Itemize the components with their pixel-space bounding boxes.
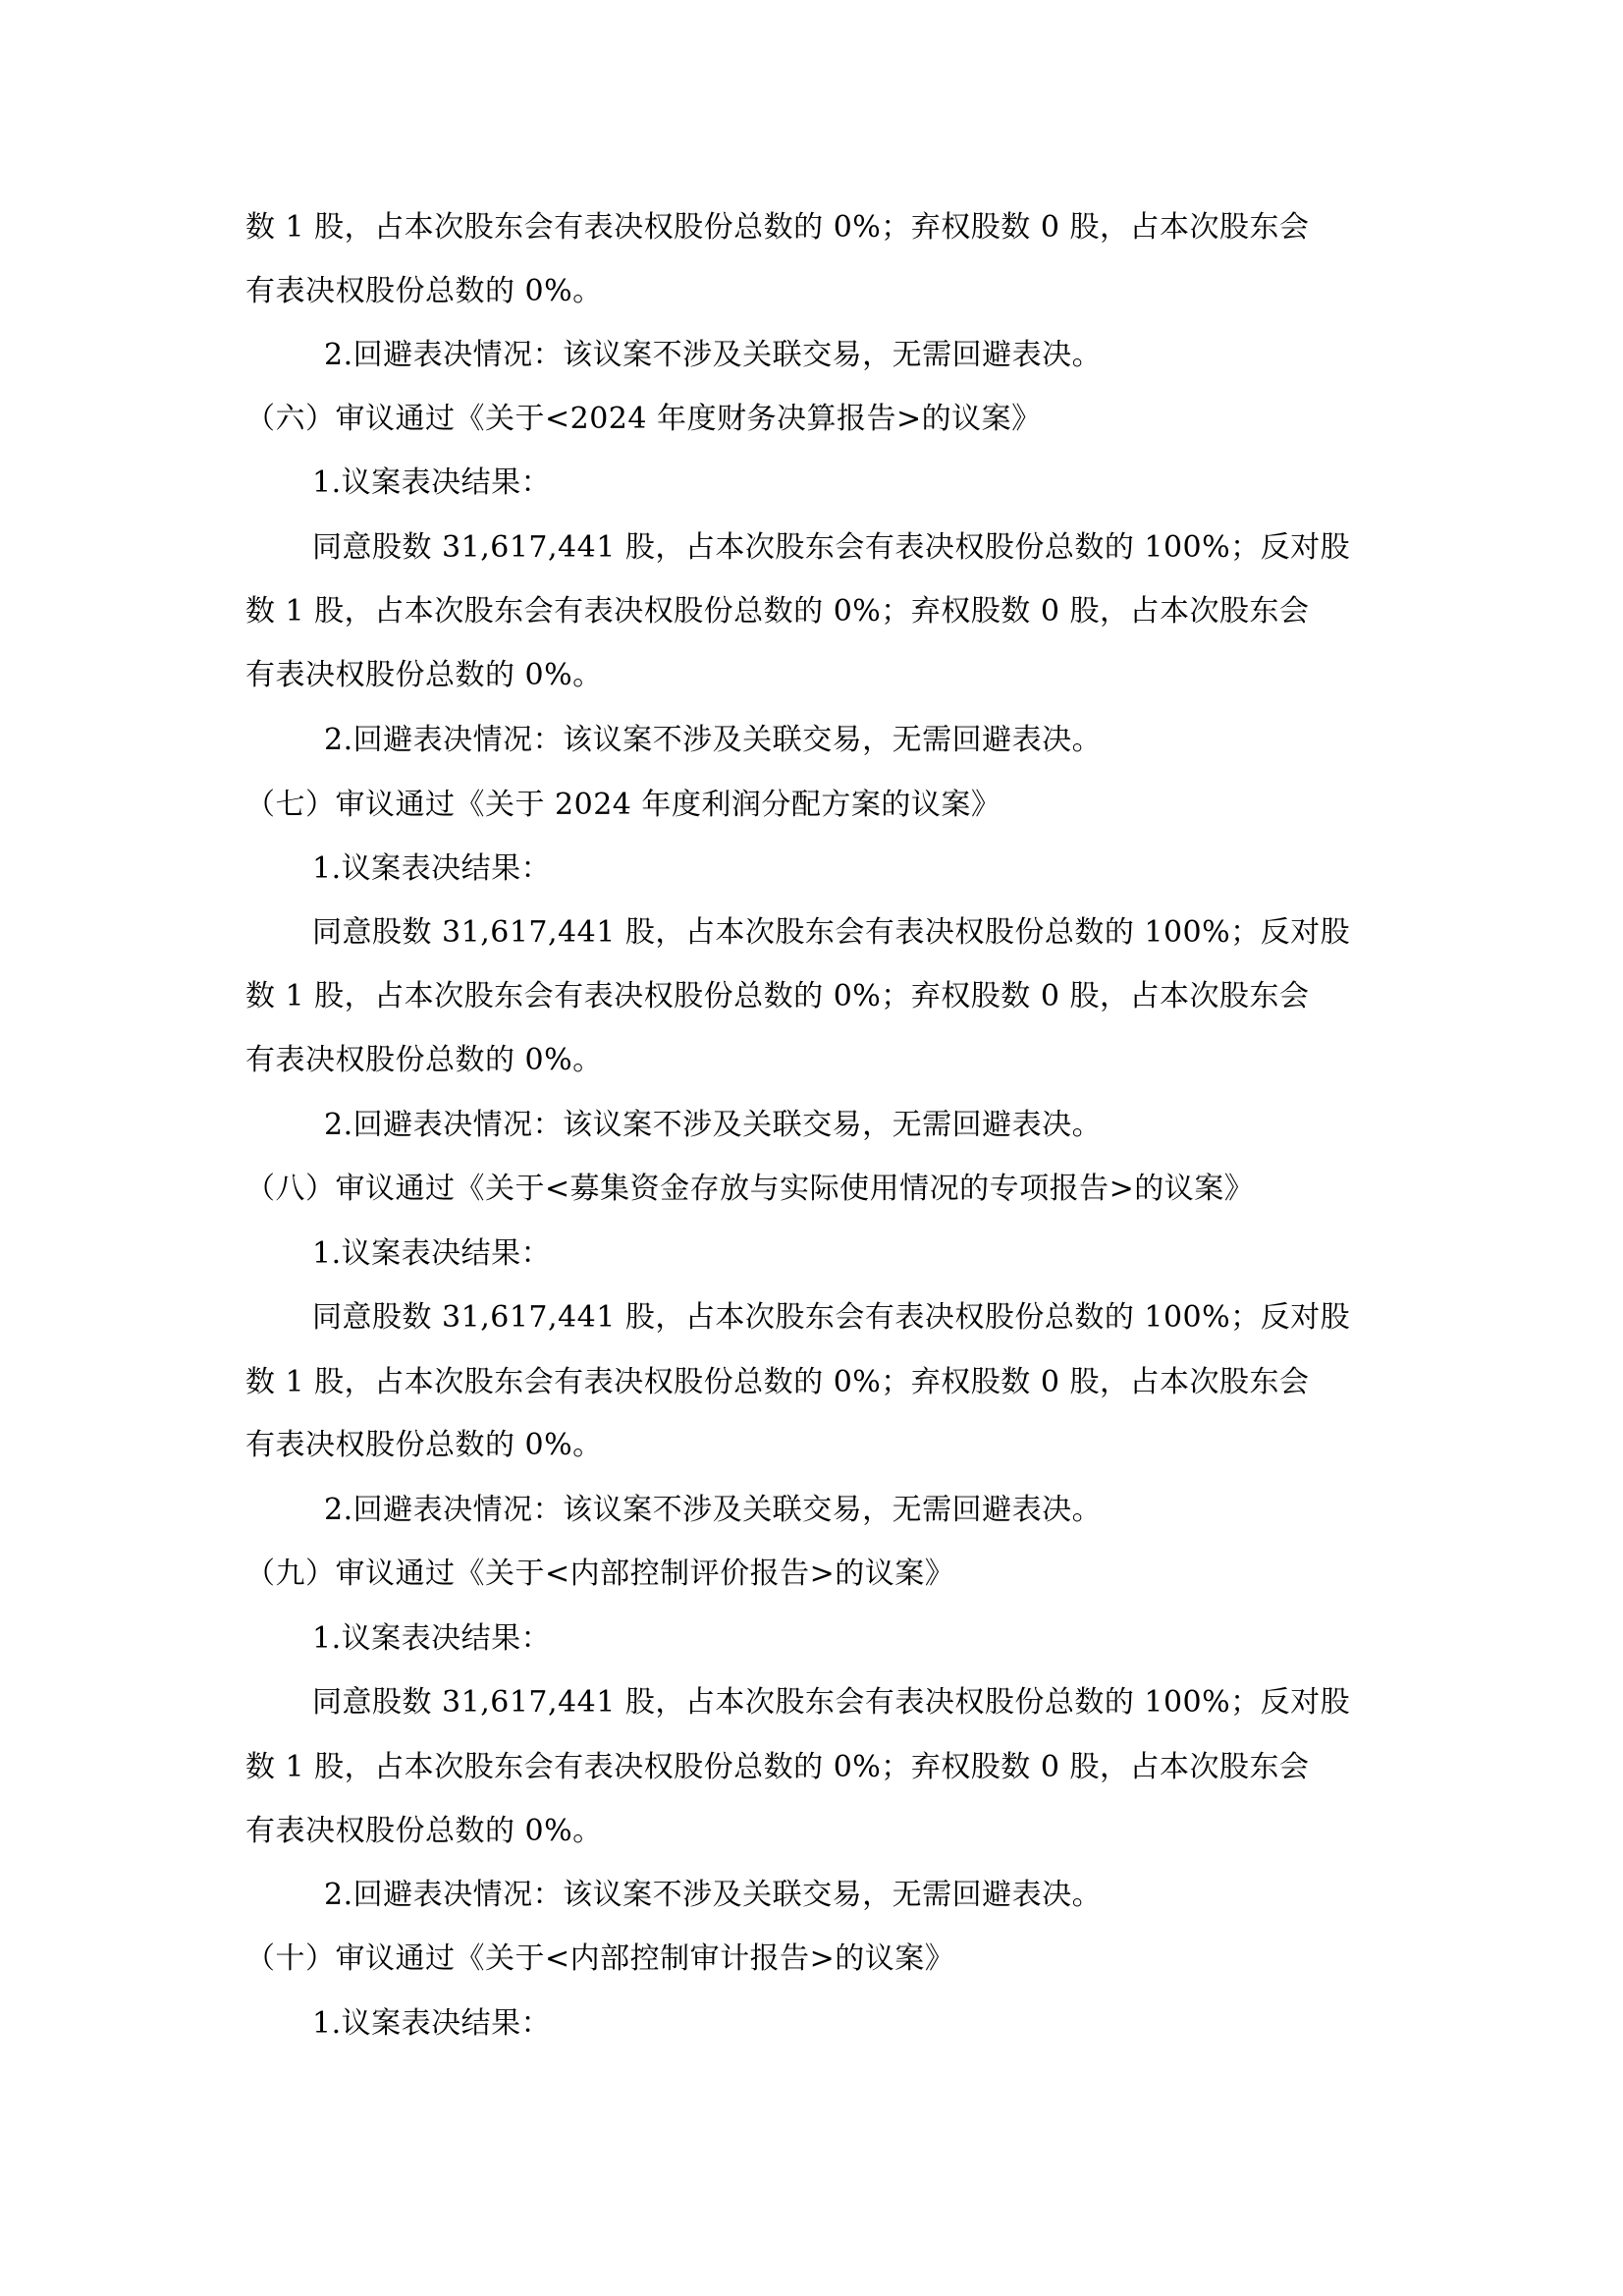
vote-result-line: 有表决权股份总数的 0%。 xyxy=(245,1814,603,1848)
recusal-line: 2.回避表决情况：该议案不涉及关联交易，无需回避表决。 xyxy=(324,1878,1103,1912)
result-label: 1.议案表决结果： xyxy=(312,1621,552,1656)
recusal-line: 2.回避表决情况：该议案不涉及关联交易，无需回避表决。 xyxy=(324,1493,1103,1527)
section-heading-9: （九）审议通过《关于<内部控制评价报告>的议案》 xyxy=(245,1557,955,1591)
vote-result-line: 数 1 股，占本次股东会有表决权股份总数的 0%；弃权股数 0 股，占本次股东会 xyxy=(245,210,1310,245)
vote-result-line: 数 1 股，占本次股东会有表决权股份总数的 0%；弃权股数 0 股，占本次股东会 xyxy=(245,594,1310,629)
result-label: 1.议案表决结果： xyxy=(312,1236,552,1271)
vote-result-line: 数 1 股，占本次股东会有表决权股份总数的 0%；弃权股数 0 股，占本次股东会 xyxy=(245,979,1310,1013)
recusal-line: 2.回避表决情况：该议案不涉及关联交易，无需回避表决。 xyxy=(324,1108,1103,1142)
section-heading-7: （七）审议通过《关于 2024 年度利润分配方案的议案》 xyxy=(245,788,1001,822)
vote-result-line: 同意股数 31,617,441 股，占本次股东会有表决权股份总数的 100%；反对股 xyxy=(312,1685,1351,1720)
vote-result-line: 有表决权股份总数的 0%。 xyxy=(245,1428,603,1462)
vote-result-line: 数 1 股，占本次股东会有表决权股份总数的 0%；弃权股数 0 股，占本次股东会 xyxy=(245,1365,1310,1399)
section-heading-8: （八）审议通过《关于<募集资金存放与实际使用情况的专项报告>的议案》 xyxy=(245,1172,1255,1206)
result-label: 1.议案表决结果： xyxy=(312,851,552,886)
recusal-line: 2.回避表决情况：该议案不涉及关联交易，无需回避表决。 xyxy=(324,723,1103,757)
vote-result-line: 数 1 股，占本次股东会有表决权股份总数的 0%；弃权股数 0 股，占本次股东会 xyxy=(245,1750,1310,1784)
vote-result-line: 同意股数 31,617,441 股，占本次股东会有表决权股份总数的 100%；反对股 xyxy=(312,1300,1351,1335)
result-label: 1.议案表决结果： xyxy=(312,2006,552,2041)
section-heading-6: （六）审议通过《关于<2024 年度财务决算报告>的议案》 xyxy=(245,402,1042,436)
section-heading-10: （十）审议通过《关于<内部控制审计报告>的议案》 xyxy=(245,1941,955,1976)
vote-result-line: 同意股数 31,617,441 股，占本次股东会有表决权股份总数的 100%；反对股 xyxy=(312,530,1351,565)
vote-result-line: 有表决权股份总数的 0%。 xyxy=(245,658,603,692)
vote-result-line: 有表决权股份总数的 0%。 xyxy=(245,1043,603,1077)
vote-result-line: 同意股数 31,617,441 股，占本次股东会有表决权股份总数的 100%；反对股 xyxy=(312,915,1351,950)
recusal-line: 2.回避表决情况：该议案不涉及关联交易，无需回避表决。 xyxy=(324,338,1103,372)
result-label: 1.议案表决结果： xyxy=(312,465,552,500)
vote-result-line: 有表决权股份总数的 0%。 xyxy=(245,274,603,308)
